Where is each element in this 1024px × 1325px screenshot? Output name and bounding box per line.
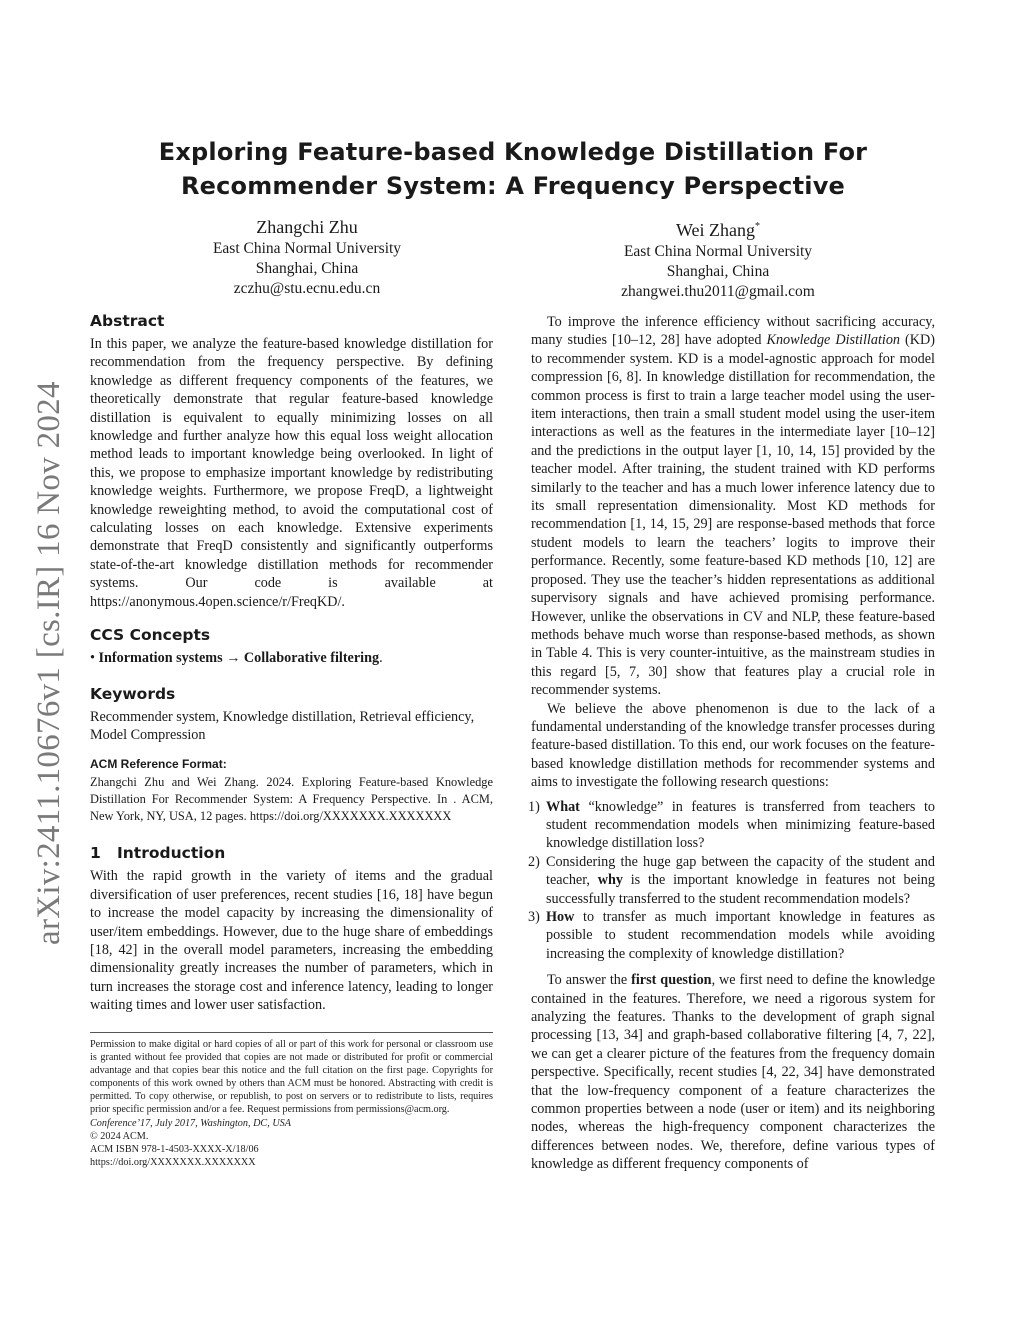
paragraph-first-question [531,971,935,1173]
author-name [117,215,497,239]
author-name-text: Zhangchi Zhu [256,217,358,237]
author-email[interactable]: zczhu@stu.ecnu.edu.cn [233,280,381,297]
text-run: To improve the inference efficiency without sacrificing accuracy, many studies [10–12, 28] have adopted [531,314,935,349]
research-questions-list [528,798,935,964]
list-item [528,798,935,853]
copyright-footnote [90,1032,493,1169]
ccs-bullet: • [90,650,95,667]
doi-line[interactable]: https://doi.org/XXXXXXX.XXXXXXX [90,1156,256,1168]
left-column [90,311,493,1015]
author-location: Shanghai, China [666,263,770,280]
author-location: Shanghai, China [255,260,359,277]
keywords-heading: Keywords [90,684,176,703]
author-affiliation: East China Normal University [623,243,813,260]
author-block-1 [117,215,497,299]
paragraph-kd [531,313,935,700]
author-email[interactable]: zhangwei.thu2011@gmail.com [621,283,815,300]
title-line-2: Recommender System: A Frequency Perspective [180,172,846,200]
paper-title [90,135,936,203]
conference-line: Conference’17, July 2017, Washington, DC, USA [90,1117,291,1129]
intro-heading [90,843,493,863]
list-item [528,908,935,963]
section-title: Introduction [117,844,226,863]
bold-term: why [597,872,623,889]
bold-term: How [546,909,575,925]
ccs-item [90,649,493,667]
ccs-period: . [379,650,383,667]
ccs-heading: CCS Concepts [90,626,211,645]
author-block-2 [528,215,908,302]
isbn-line: ACM ISBN 978-1-4503-XXXX-X/18/06 [90,1143,259,1155]
acm-reference-text: Zhangchi Zhu and Wei Zhang. 2024. Exploring Feature-based Knowledge Distillation For Recommender System: A Frequency Perspective. In . ACM, New York, NY, USA, 12 pages. https://doi.org/XXXXXXX.XXXXXXX [90,775,493,824]
text-run: Considering the huge gap between the capacity of the student and teacher, [546,853,935,889]
paragraph-phenomenon: We believe the above phenomenon is due to the lack of a fundamental understanding of the knowledge transfer processes during feature-based distillation. To this end, our work focuses on the feature-based knowledge distillation methods for recommender systems and aims to investigate the following research questions: [531,700,935,791]
intro-paragraph: With the rapid growth in the variety of items and the gradual diversification of user preferences, recent studies [16, 18] have begun to increase the model capacity by increasing the dimensionality of user/item embeddings. However, due to the huge share of embeddings [18, 42] in the overall model parameters, increasing the embedding dimensionality greatly increases the number of parameters, which in turn increases the storage cost and inference latency, leading to longer waiting times and lower user satisfaction. [90,868,493,1014]
list-number: 1) [528,798,540,815]
abstract-heading: Abstract [90,312,165,330]
list-number: 2) [528,853,540,870]
author-name-text: Wei Zhang [675,220,756,240]
section-number: 1 [90,844,101,863]
arxiv-identifier-stamp: arXiv:2411.10676v1 [cs.IR] 16 Nov 2024 [31,381,67,945]
permission-notice: Permission to make digital or hard copies of all or part of this work for personal or classroom use is granted without fee provided that copies are not made or distributed for profit or commercial advantage and that copies bear this notice and the full citation on the first page. Copyrights for components of this work owned by others than ACM must be honored. Abstracting with credit is permitted. To copy otherwise, or republish, to post on servers or to redistribute to lists, requires prior specific permission and/or a fee. Request permissions from permissions@acm.org. [90,1039,493,1116]
text-run: to transfer as much important knowledge in features as possible to student recommendation models while avoiding increasing the complexity of knowledge distillation? [546,909,935,962]
ccs-concept: Information systems → Collaborative filtering [98,650,380,667]
text-run: To answer the [547,972,632,989]
abstract-text: In this paper, we analyze the feature-based knowledge distillation for recommendation from the frequency perspective. By defining knowledge as different frequency components of the features, we theoretically demonstrate that regular feature-based knowledge distillation is equivalent to equally minimizing losses on all knowledge and further analyze how this equal loss weight allocation method leads to important knowledge being overlooked. In light of this, we propose to emphasize important knowledge by redistributing knowledge weights. Furthermore, we propose FreqD, a lightweight knowledge reweighting method, to avoid the computational cost of calculating losses on each knowledge. Extensive experiments demonstrate that FreqD consistently and significantly outperforms state-of-the-art knowledge distillation methods for recommender systems. Our code is available at https://anonymous.4open.science/r/FreqKD/. [90,336,493,610]
corresponding-author-mark: * [755,221,761,232]
italic-term: Knowledge Distillation [766,332,901,349]
author-name [528,215,908,242]
right-column [528,313,936,1174]
author-affiliation: East China Normal University [212,240,402,257]
keywords-text: Recommender system, Knowledge distillation, Retrieval efficiency, Model Compression [90,708,475,743]
text-run: (KD) to recommender system. KD is a model-agnostic approach for model compression [6, 8]. In knowledge distillation for recommendation, the common process is first to train a large teacher model using the user-item interactions, then train a small student model using the user-item interactions as well as the features in the intermediate layer [10–12] and the predictions in the output layer [1, 10, 14, 15] provided by the teacher model. After training, the student trained with KD performs similarly to the teacher and has a much lower inference latency due to its small representation dimensionality. Most KD methods for recommendation [1, 14, 15, 29] are response-based methods that force student models to learn the teachers’ logits to improve their performance. Recently, some feature-based KD methods [10, 12] are proposed. They use the teacher’s hidden representations as additional supervisory signals and have achieved promising performance. However, unlike the observations in CV and NLP, these feature-based methods behave much worse than response-based methods, as shown in Table 4. This is very counter-intuitive, as the mainstream studies in this regard [5, 7, 30] show that features play a crucial role in recommender systems. [531,332,935,699]
acm-reference-heading: ACM Reference Format: [90,757,227,772]
bold-term: What [546,798,580,815]
text-run: “knowledge” in features is transferred from teachers to student recommendation models when minimizing feature-based knowledge distillation loss? [546,798,935,852]
text-run: , we first need to define the knowledge contained in the features. Therefore, we need a rigorous system for analyzing the features. Thanks to the development of graph signal processing [13, 34] and graph-based collaborative filtering [4, 7, 22], we can get a clearer picture of the features from the frequency domain perspective. Specifically, recent studies [4, 22, 34] have demonstrated that the low-frequency component of a feature characterizes the common properties between a node (user or item) and its neighboring nodes, whereas the high-frequency component characterizes the differences between nodes. We, therefore, define various types of knowledge as different frequency components of [531,972,936,1173]
text-run: is the important knowledge in features not being successfully transferred to the student recommendation models? [546,872,935,907]
copyright-line: © 2024 ACM. [90,1130,149,1142]
title-line-1: Exploring Feature-based Knowledge Distillation For [158,138,868,166]
bold-term: first question [631,972,712,989]
list-item [528,853,935,908]
list-number: 3) [528,909,540,925]
